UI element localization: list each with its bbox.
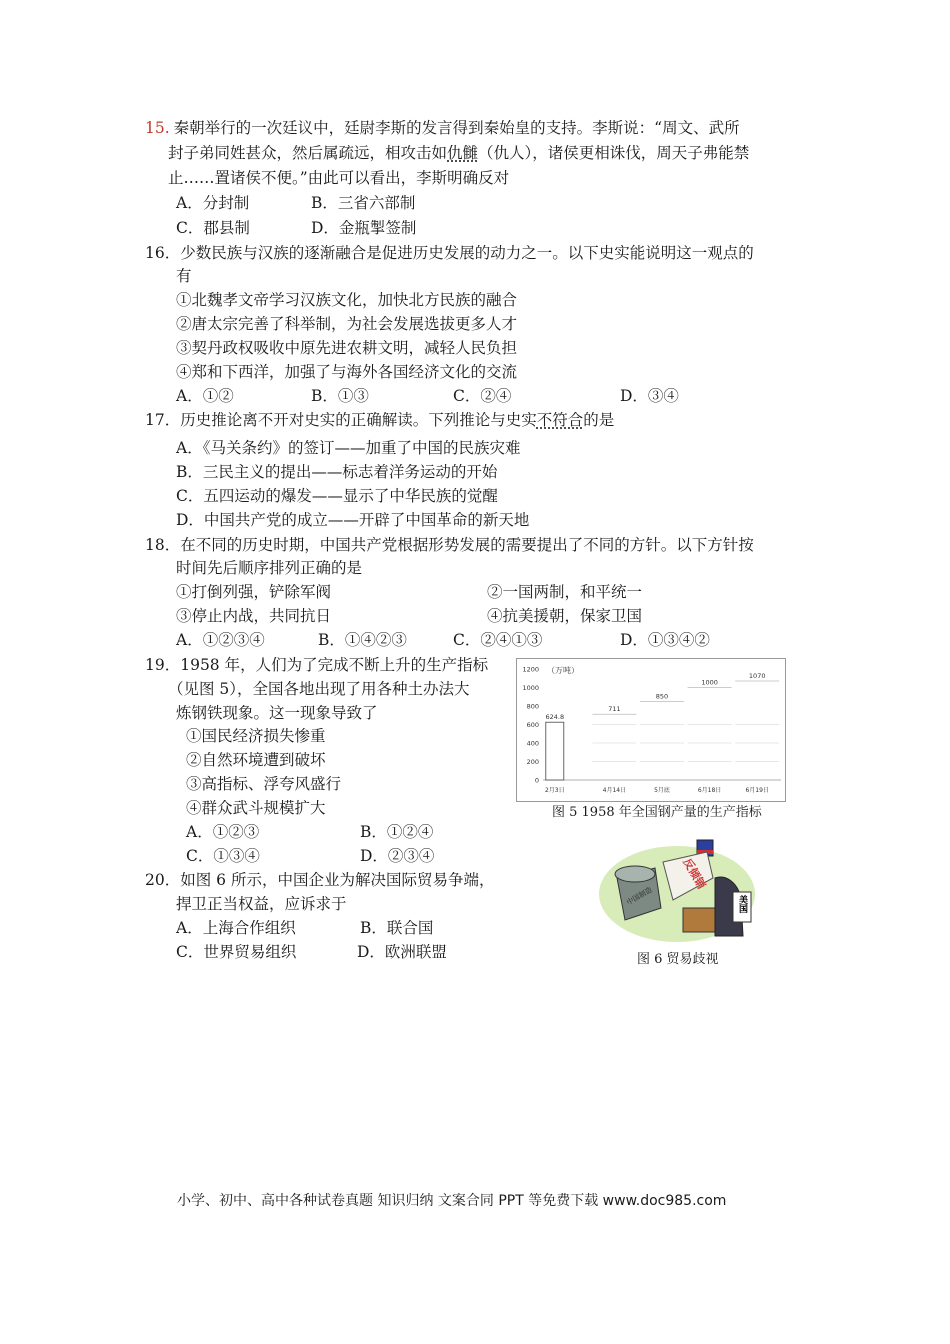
q15-option-c[interactable]: C．郡县制 (176, 219, 250, 237)
q18-statement-2: ②一国两制，和平统一 (487, 583, 643, 601)
y-tick-label: 1000 (522, 684, 539, 692)
q18-line2: 时间先后顺序排列正确的是 (176, 559, 363, 577)
q18-statement-1: ①打倒列强，铲除军阀 (176, 583, 332, 601)
q15-option-b[interactable]: B．三省六部制 (311, 194, 416, 212)
y-tick-label: 0 (534, 776, 539, 785)
q16-option-c[interactable]: C．②④ (453, 387, 512, 405)
q16-statement-2: ②唐太宗完善了科举制，为社会发展选拔更多人才 (176, 315, 518, 333)
q18-option-d[interactable]: D．①③④② (620, 631, 710, 649)
q15-stem-line1: 秦朝举行的一次廷议中，廷尉李斯的发言得到秦始皇的支持。李斯说：“周文、武所 (173, 119, 740, 137)
figure6-trade-cartoon (597, 838, 757, 944)
q17-emphasis-word: 不符合 (536, 411, 584, 429)
q16-statement-4: ④郑和下西洋，加强了与海外各国经济文化的交流 (176, 363, 518, 381)
q19-option-a[interactable]: A．①②③ (186, 823, 260, 841)
q20-option-b[interactable]: B．联合国 (360, 919, 434, 937)
q18-statement-4: ④抗美援朝，保家卫国 (487, 607, 643, 625)
page-footer: 小学、初中、高中各种试卷真题 知识归纳 文案合同 PPT 等免费下载 www.doc985.com (177, 1193, 727, 1209)
y-tick-label: 400 (526, 739, 539, 748)
x-tick-label: 6月19日 (745, 787, 769, 794)
q19-statement-4: ④群众武斗规模扩大 (186, 799, 326, 817)
cartoon-made-in-china-label: 中国制造 (625, 885, 654, 907)
cartoon-podium (683, 908, 717, 932)
y-tick-label: 200 (526, 758, 539, 766)
y-tick-label: 600 (526, 721, 539, 729)
x-tick-label: 4月14日 (602, 787, 627, 794)
q19-line3: 炼钢铁现象。这一现象导致了 (176, 704, 378, 722)
q15-line1 (145, 118, 740, 138)
bar-value-label: 1070 (748, 672, 766, 681)
q15-emphasis-word: 仇雠 (447, 144, 479, 162)
bar-value-label: 850 (655, 692, 669, 701)
q19-option-d[interactable]: D．②③④ (360, 847, 435, 865)
q15-option-d[interactable]: D．金瓶掣签制 (311, 219, 417, 237)
y-unit-label: （万吨） (547, 666, 579, 675)
figure5-steel-chart (517, 659, 785, 801)
cartoon-usa-label: 美国 (737, 895, 747, 913)
bar (546, 722, 564, 780)
q16-line1: 16．少数民族与汉族的逐渐融合是促进历史发展的动力之一。以下史实能说明这一观点的 (145, 244, 754, 262)
y-tick-label: 800 (526, 702, 539, 711)
x-tick-label: 6月18日 (697, 787, 722, 794)
q19-option-b[interactable]: B．①②④ (360, 823, 434, 841)
q20-option-a[interactable]: A．上海合作组织 (176, 919, 296, 937)
q16-option-a[interactable]: A．①② (176, 387, 234, 405)
q17-line1-part1: 17．历史推论离不开对史实的正确解读。下列推论与史实 (145, 411, 537, 429)
q19-line2: （见图 5），全国各地出现了用各种土办法大 (168, 680, 470, 698)
bar-value-label: 711 (608, 705, 621, 714)
q20-option-d[interactable]: D．欧洲联盟 (357, 943, 447, 961)
q15-option-a[interactable]: A．分封制 (176, 194, 250, 212)
q15-line3: 止……置诸侯不便。”由此可以看出，李斯明确反对 (168, 169, 510, 187)
q19-statement-1: ①国民经济损失惨重 (186, 727, 326, 745)
q19-line1: 19．1958 年，人们为了完成不断上升的生产指标 (145, 656, 489, 674)
x-tick-label: 2月3日 (544, 787, 565, 794)
q19-statement-2: ②自然环境遭到破坏 (186, 751, 326, 769)
q15-line2-part3: （仇人），诸侯更相诛伐，周天子弗能禁 (478, 144, 750, 162)
cartoon-vise-rim (615, 866, 655, 882)
q17-option-b[interactable]: B．三民主义的提出——标志着洋务运动的开始 (176, 463, 498, 481)
y-tick-label: 1200 (522, 665, 539, 674)
cartoon-usa-sign (733, 892, 751, 922)
q18-option-a[interactable]: A．①②③④ (176, 631, 265, 649)
q15-line2 (168, 143, 749, 163)
q16-statement-3: ③契丹政权吸收中原先进农耕文明，减轻人民负担 (176, 339, 518, 357)
bar-value-label: 1000 (701, 678, 718, 687)
q18-option-b[interactable]: B．①④②③ (318, 631, 407, 649)
bar-value-label: 624.8 (545, 713, 565, 722)
q17-option-c[interactable]: C．五四运动的爆发——显示了中华民族的觉醒 (176, 487, 498, 505)
q16-option-b[interactable]: B．①③ (311, 387, 369, 405)
figure6-caption: 图 6 贸易歧视 (637, 952, 719, 967)
q17-option-a[interactable]: A．《马关条约》的签订——加重了中国的民族灾难 (176, 439, 521, 457)
q15-number: 15. (145, 119, 170, 137)
q18-statement-3: ③停止内战，共同抗日 (176, 607, 332, 625)
q19-option-c[interactable]: C．①③④ (186, 847, 260, 865)
q18-line1: 18．在不同的历史时期，中国共产党根据形势发展的需要提出了不同的方针。以下方针按 (145, 536, 754, 554)
q16-statement-1: ①北魏孝文帝学习汉族文化，加快北方民族的融合 (176, 291, 518, 309)
q17-line1-part3: 的是 (583, 411, 615, 429)
q20-line1: 20．如图 6 所示，中国企业为解决国际贸易争端， (145, 871, 495, 889)
figure5-caption: 图 5 1958 年全国钢产量的生产指标 (552, 805, 762, 820)
q18-option-c[interactable]: C．②④①③ (453, 631, 543, 649)
q15-line2-part1: 封子弟同姓甚众，然后属疏远，相攻击如 (168, 144, 448, 162)
q16-line2: 有 (176, 267, 192, 285)
q16-option-d[interactable]: D．③④ (620, 387, 679, 405)
q19-statement-3: ③高指标、浮夸风盛行 (186, 775, 342, 793)
cartoon-anti-dumping-label: 反倾销 (680, 856, 709, 892)
q20-line2: 捍卫正当权益，应诉求于 (176, 895, 347, 913)
q17-option-d[interactable]: D．中国共产党的成立——开辟了中国革命的新天地 (176, 511, 530, 529)
q17-line1 (145, 410, 614, 430)
x-tick-label: 5月底 (654, 787, 670, 794)
figure5-chart-frame (516, 658, 786, 802)
q20-option-c[interactable]: C．世界贸易组织 (176, 943, 297, 961)
